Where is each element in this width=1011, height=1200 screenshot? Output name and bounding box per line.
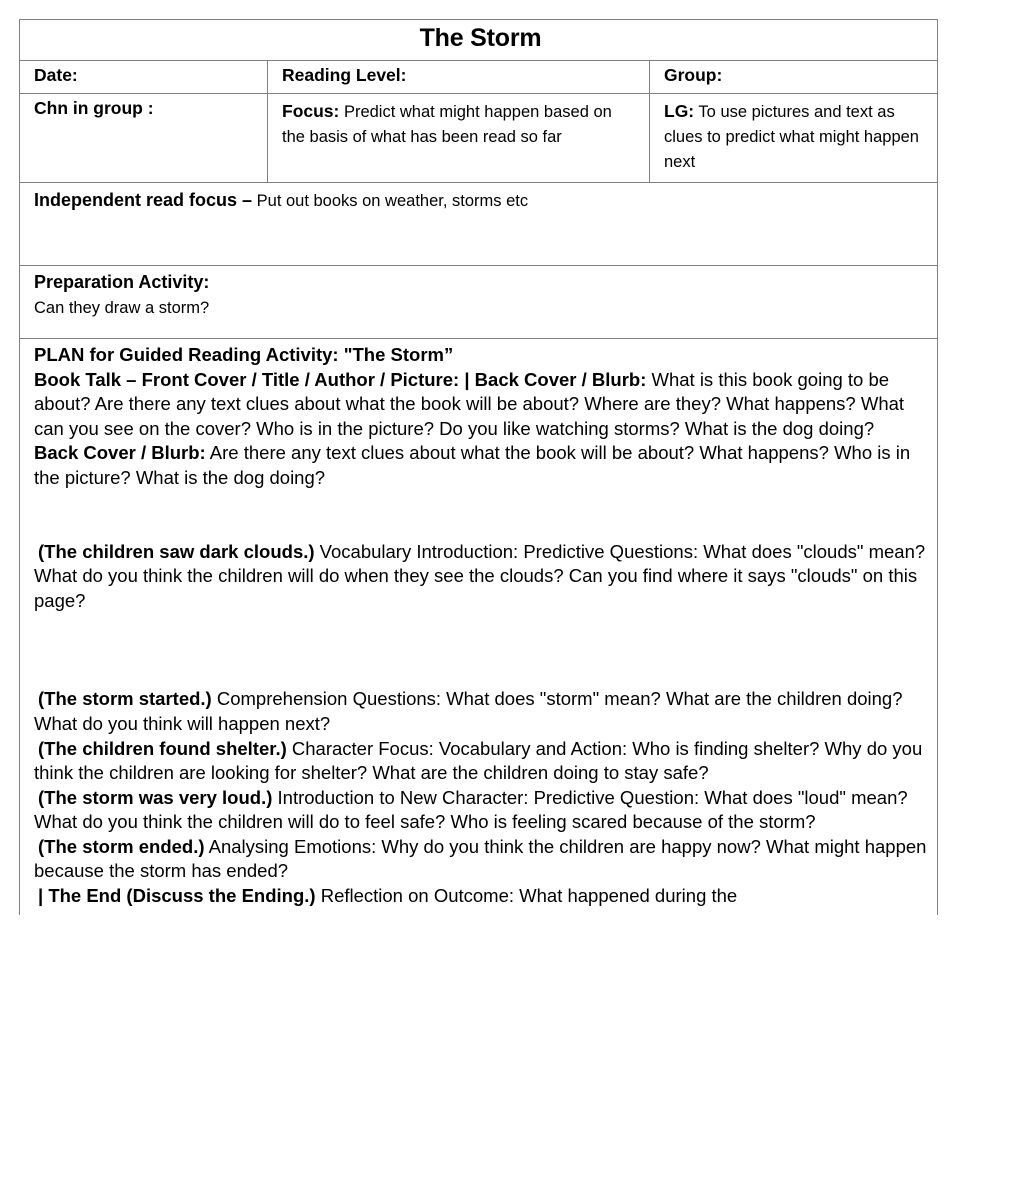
document-title: The Storm	[20, 20, 938, 61]
plan-section-paragraph	[34, 884, 927, 909]
independent-read-text: Put out books on weather, storms etc	[252, 192, 529, 210]
table-row-title	[20, 20, 938, 61]
plan-section-paragraph	[34, 687, 927, 736]
preparation-text: Can they draw a storm?	[34, 299, 210, 318]
focus-cell	[268, 94, 650, 183]
spacer-line	[34, 491, 927, 516]
plan-section-paragraph	[34, 835, 927, 884]
plan-section-paragraph	[34, 540, 927, 614]
plan-section-text: Reflection on Outcome: What happened during the	[315, 885, 738, 907]
spacer-line	[34, 638, 927, 663]
book-talk-text: What is this book going to be about? Are there any text clues about what the book will be about? Where are they? What happens? What can you see on the cover? Who is in the picture? Do you like watching storms? What is the dog doing?	[34, 368, 905, 439]
table-row-headers	[20, 61, 938, 94]
plan-section-label: (The storm started.)	[38, 688, 212, 710]
plan-section-label: (The children saw dark clouds.)	[38, 540, 315, 562]
back-cover-text: Are there any text clues about what the book will be about? What happens? Who is in the picture? What is the dog doing?	[34, 442, 911, 488]
preparation-label: Preparation Activity:	[34, 272, 210, 292]
book-talk-label: Book Talk – Front Cover / Title / Author / Picture: | Back Cover / Blurb:	[34, 368, 647, 390]
plan-section-label: (The storm ended.)	[38, 835, 205, 857]
reading-level-label: Reading Level:	[268, 61, 650, 94]
plan-section-paragraph	[34, 737, 927, 786]
independent-read-cell	[20, 183, 938, 266]
plan-section-text: Vocabulary Introduction: Predictive Questions: What does "clouds" mean? What do you think the children will do when they see the clouds? Can you find where it says "clouds" on this page?	[34, 540, 926, 611]
chn-in-group-label: Chn in group :	[20, 94, 268, 183]
back-cover-label: Back Cover / Blurb:	[34, 442, 206, 464]
preparation-cell	[20, 266, 938, 339]
date-label: Date:	[20, 61, 268, 94]
lg-text: To use pictures and text as clues to predict what might happen next	[664, 103, 919, 171]
focus-text: Predict what might happen based on the basis of what has been read so far	[282, 103, 612, 146]
spacer-line	[34, 663, 927, 688]
back-cover-paragraph	[34, 441, 927, 490]
table-row-focus	[20, 94, 938, 183]
table-row-preparation	[20, 266, 938, 339]
focus-label: Focus:	[282, 101, 340, 121]
plan-cell	[20, 339, 938, 915]
plan-section-label: (The children found shelter.)	[38, 737, 287, 759]
group-label: Group:	[650, 61, 938, 94]
table-row-independent-read	[20, 183, 938, 266]
plan-section-text: Comprehension Questions: What does "storm" mean? What are the children doing? What do you think will happen next?	[34, 688, 903, 734]
plan-section-text: Character Focus: Vocabulary and Action: Who is finding shelter? Why do you think the children are looking for shelter? What are the children doing to stay safe?	[34, 737, 923, 784]
plan-section-paragraph	[34, 786, 927, 835]
spacer-line	[34, 515, 927, 540]
learning-goal-cell	[650, 94, 938, 183]
spacer-line	[34, 614, 927, 639]
lg-label: LG:	[664, 101, 695, 121]
guided-reading-plan-table	[19, 19, 938, 915]
plan-section-text: Introduction to New Character: Predictive Question: What does "loud" mean? What do you think the children will do to feel safe? Who is feeling scared because of the storm?	[34, 786, 908, 833]
book-talk-paragraph	[34, 368, 927, 442]
plan-heading: PLAN for Guided Reading Activity: "The Storm”	[34, 344, 454, 365]
plan-section-text: Analysing Emotions: Why do you think the children are happy now? What might happen because the storm has ended?	[34, 835, 927, 882]
independent-read-label: Independent read focus –	[34, 190, 253, 210]
table-row-plan	[20, 339, 938, 915]
plan-section-label: (The storm was very loud.)	[38, 786, 273, 808]
plan-section-label: | The End (Discuss the Ending.)	[38, 885, 316, 907]
